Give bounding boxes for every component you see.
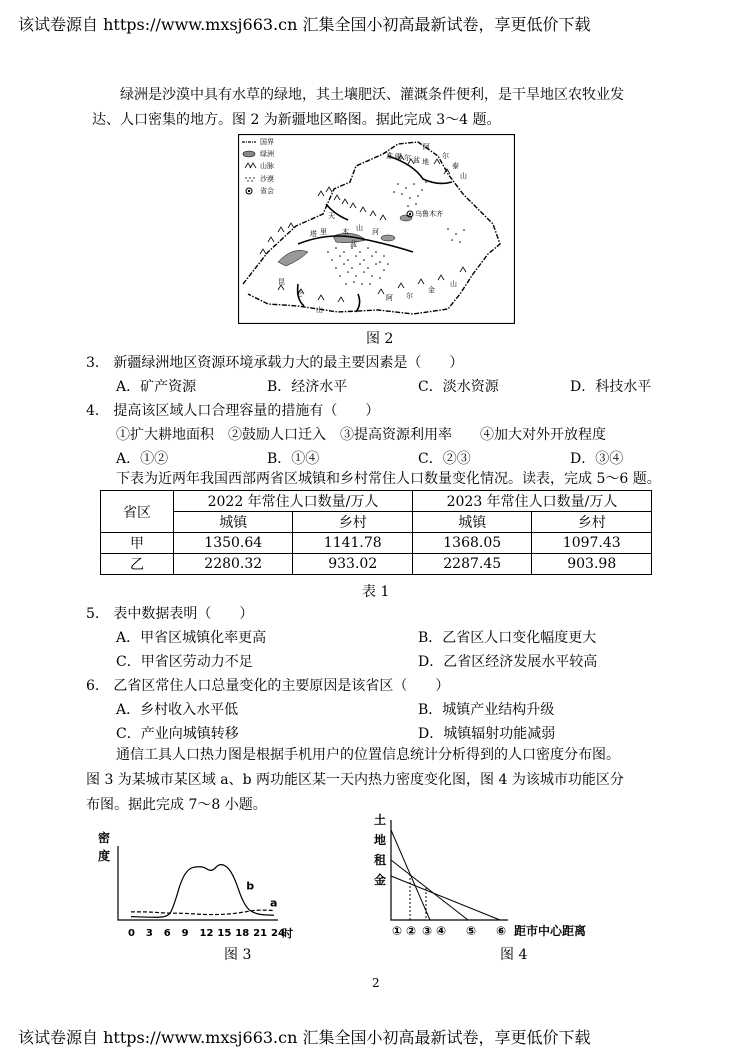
table-cell: 1097.43 <box>532 533 652 554</box>
q6-stem: 6. 乙省区常住人口总量变化的主要原因是该省区（ ） <box>86 678 450 694</box>
fig3-x-tick: 9 <box>181 928 189 939</box>
svg-text:噶: 噶 <box>395 153 402 161</box>
table-cell: 1368.05 <box>412 533 531 554</box>
intro3-line3: 布图。据此完成 7～8 小题。 <box>86 797 267 813</box>
fig4-ylabel-char: 金 <box>374 873 387 887</box>
svg-text:河: 河 <box>372 228 379 236</box>
q4-option-d: D．③④ <box>570 451 624 467</box>
table-subheader: 乡村 <box>293 512 413 533</box>
q3-option-b: B．经济水平 <box>267 379 348 395</box>
table-cell: 1350.64 <box>174 533 293 554</box>
fig3-series-b-label: b <box>246 879 255 893</box>
table-cell: 乙 <box>101 554 174 575</box>
svg-text:山: 山 <box>460 172 467 180</box>
q3-option-c: C．淡水资源 <box>418 379 499 395</box>
svg-text:尔: 尔 <box>406 292 413 300</box>
q6-option-c: C．产业向城镇转移 <box>116 726 239 742</box>
q5-option-c: C．甲省区劳动力不足 <box>116 654 253 670</box>
fig4-x-tick: ⑤ <box>466 924 477 938</box>
fig4-x-tick: ③ <box>422 924 433 938</box>
fig4-ylabel-char: 地 <box>374 833 387 847</box>
intro1-line2: 达、人口密集的地方。图 2 为新疆地区略图。据此完成 3～4 题。 <box>92 112 501 128</box>
table-subheader: 城镇 <box>412 512 531 533</box>
fig4-x-tick: ② <box>406 924 417 938</box>
legend-oasis: 绿洲 <box>260 150 274 158</box>
table-row <box>101 533 652 554</box>
q4-option-c: C．②③ <box>418 451 471 467</box>
svg-text:盆: 盆 <box>413 156 420 164</box>
q4-option-a: A．①② <box>116 451 169 467</box>
table-subheader: 乡村 <box>532 512 652 533</box>
intro2: 下表为近两年我国西部两省区城镇和乡村常住人口数量变化情况。读表，完成 5～6 题。 <box>116 471 661 487</box>
svg-text:山: 山 <box>316 306 323 314</box>
q6-option-d: D．城镇辐射功能减弱 <box>418 726 556 742</box>
fig3-caption: 图 3 <box>224 947 252 963</box>
q3-stem: 3. 新疆绿洲地区资源环境承载力大的最主要因素是（ ） <box>86 355 464 371</box>
svg-text:准: 准 <box>386 152 393 160</box>
table-cell: 1141.78 <box>293 533 413 554</box>
svg-text:地: 地 <box>422 158 429 166</box>
fig4-x-tick: ④ <box>436 924 447 938</box>
table-cell: 甲 <box>101 533 174 554</box>
svg-text:木: 木 <box>342 228 349 236</box>
intro3-line2: 图 3 为某城市某区域 a、b 两功能区某一天内热力密度变化图，图 4 为该城市功能区分 <box>86 772 624 788</box>
svg-text:山: 山 <box>356 224 363 232</box>
fig4-caption: 图 4 <box>500 947 528 963</box>
fig3-x-tick: 0 <box>128 928 135 939</box>
fig4-rent-chart <box>368 810 618 942</box>
fig3-x-tick: 21 <box>253 928 268 939</box>
fig3-ylabel-char: 密 <box>98 831 111 845</box>
table-header-2022: 2022 年常住人口数量/万人 <box>174 491 413 512</box>
table-cell: 2287.45 <box>412 554 531 575</box>
svg-text:塔: 塔 <box>310 230 317 238</box>
fig3-x-tick: 6 <box>163 928 171 939</box>
q4-stem: 4. 提高该区域人口合理容量的措施有（ ） <box>86 403 380 419</box>
svg-text:尔: 尔 <box>442 152 449 160</box>
fig4-xlabel: 距市中心距离 <box>514 924 587 938</box>
intro3-line1: 通信工具人口热力图是根据手机用户的位置信息统计分析得到的人口密度分布图。 <box>116 747 620 763</box>
fig3-x-tick: 3 <box>145 928 153 939</box>
fig3-x-tick: 24 <box>271 928 285 939</box>
table-cell: 903.98 <box>532 554 652 575</box>
fig3-x-tick: 12 <box>199 928 214 939</box>
q5-option-b: B．乙省区人口变化幅度更大 <box>418 630 597 646</box>
svg-text:昆: 昆 <box>278 278 285 286</box>
legend-border: 国界 <box>260 138 274 146</box>
residential-rent-line <box>391 860 468 920</box>
legend-mountain: 山脉 <box>260 162 274 170</box>
svg-text:山: 山 <box>450 280 457 288</box>
fig3-xlabel: 时 <box>282 927 293 940</box>
legend-desert: 沙漠 <box>260 175 274 183</box>
svg-text:仑: 仑 <box>296 290 303 298</box>
fig3-x-tick: 18 <box>235 928 250 939</box>
svg-text:盆: 盆 <box>350 240 357 248</box>
q5-option-a: A．甲省区城镇化率更高 <box>116 630 267 646</box>
header-banner: 该试卷源自 https://www.mxsj663.cn 汇集全国小初高最新试卷，享更低价下载 <box>18 15 591 34</box>
table-cell: 933.02 <box>293 554 413 575</box>
table-subheader: 城镇 <box>174 512 293 533</box>
table-header-province: 省区 <box>101 491 174 533</box>
q5-stem: 5. 表中数据表明（ ） <box>86 606 254 622</box>
q4-option-b: B．①④ <box>267 451 320 467</box>
svg-text:天: 天 <box>328 212 335 220</box>
table-cell: 2280.32 <box>174 554 293 575</box>
svg-text:尔: 尔 <box>404 154 411 162</box>
fig4-x-tick: ⑥ <box>496 924 507 938</box>
svg-text:阿: 阿 <box>386 294 393 302</box>
q3-option-a: A．矿产资源 <box>116 379 197 395</box>
svg-text:阿: 阿 <box>423 143 430 151</box>
fig2-caption: 图 2 <box>366 331 394 347</box>
industrial-rent-line <box>391 876 500 920</box>
fig4-ylabel-char: 租 <box>374 853 387 867</box>
q6-option-b: B．城镇产业结构升级 <box>418 702 555 718</box>
fig3-series-a-label: a <box>270 896 278 910</box>
q3-option-d: D．科技水平 <box>570 379 652 395</box>
svg-text:里: 里 <box>320 228 327 236</box>
table-row <box>101 554 652 575</box>
table-caption: 表 1 <box>362 584 390 600</box>
xinjiang-map <box>238 134 515 324</box>
fig4-rent-lines <box>391 830 500 920</box>
legend-capital: 省会 <box>260 187 274 195</box>
population-table <box>100 490 652 575</box>
footer-banner: 该试卷源自 https://www.mxsj663.cn 汇集全国小初高最新试卷，享更低价下载 <box>18 1028 591 1047</box>
fig3-ylabel-char: 度 <box>98 849 111 863</box>
svg-text:乌鲁木齐: 乌鲁木齐 <box>415 210 443 218</box>
svg-text:泰: 泰 <box>452 162 459 170</box>
page-number: 2 <box>372 976 380 990</box>
q6-option-a: A．乡村收入水平低 <box>116 702 239 718</box>
fig3-x-tick: 15 <box>217 928 232 939</box>
fig4-ylabel-char: 土 <box>374 813 387 827</box>
q5-option-d: D．乙省区经济发展水平较高 <box>418 654 598 670</box>
fig3-density-chart <box>96 822 306 942</box>
svg-text:金: 金 <box>428 286 435 294</box>
table-header-2023: 2023 年常住人口数量/万人 <box>412 491 651 512</box>
fig4-x-tick: ① <box>392 924 403 938</box>
intro1-line1: 绿洲是沙漠中具有水草的绿地，其土壤肥沃、灌溉条件便利，是干旱地区农牧业发 <box>120 87 624 103</box>
q4-items: ①扩大耕地面积 ②鼓励人口迁入 ③提高资源利用率 ④加大对外开放程度 <box>116 427 606 443</box>
